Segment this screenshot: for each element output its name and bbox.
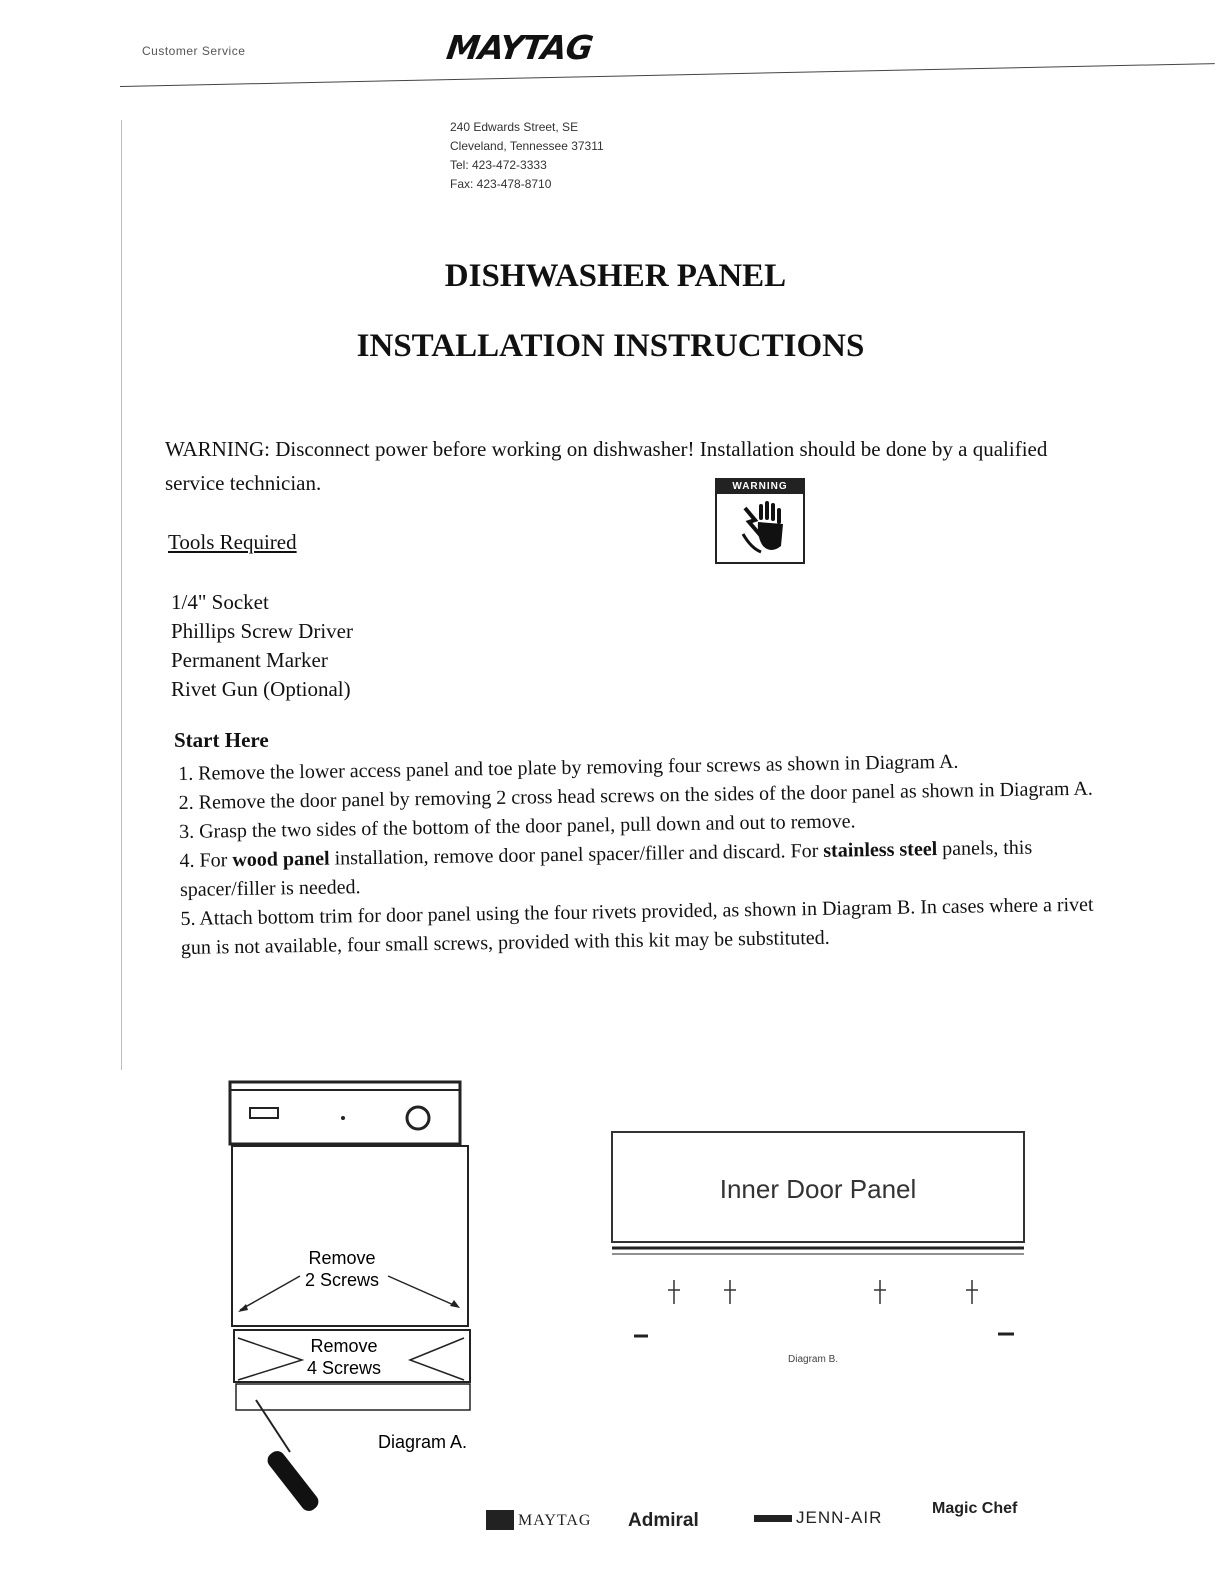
header-rule (120, 63, 1215, 87)
list-item: 5. Attach bottom trim for door panel using the four rivets provided, as shown in Diagram B. In cases where a rivet gun is not available, four small screws, provided with this kit may be substituted. (180, 893, 1094, 959)
remove-4-screws-label: Remove (310, 1336, 378, 1356)
diagram-a-caption: Diagram A. (378, 1432, 468, 1452)
diagram-a (228, 1076, 478, 1526)
inner-door-panel-label: Inner Door Panel (719, 1174, 917, 1204)
list-item: Phillips Screw Driver (171, 619, 353, 643)
control-panel (230, 1082, 460, 1144)
screwdriver-handle-icon (264, 1448, 321, 1514)
brand-jenn-air: JENN-AIR (796, 1508, 883, 1527)
warning-symbol (715, 478, 805, 564)
remove-2-screws-label: Remove (308, 1248, 376, 1268)
arrow-left (240, 1276, 300, 1310)
rivet-set (668, 1280, 978, 1304)
display-icon (250, 1108, 278, 1118)
address-block (450, 118, 604, 194)
diagram-b (608, 1128, 1032, 1368)
list-item: 1/4" Socket (171, 590, 269, 614)
brand-magic-chef: Magic Chef (932, 1500, 1018, 1517)
electric-shock-hand-icon (731, 498, 793, 560)
address-city: Cleveland, Tennessee 37311 (450, 139, 604, 153)
list-item: 1. Remove the lower access panel and toe plate by removing four screws as shown in Diagram A. (178, 750, 959, 785)
indicator-icon (341, 1116, 345, 1120)
door-panel (232, 1146, 468, 1326)
address-fax: Fax: 423-478-8710 (450, 177, 552, 191)
tools-list (171, 588, 353, 704)
emphasis-text: wood panel (232, 847, 330, 872)
address-tel: Tel: 423-472-3333 (450, 158, 547, 172)
start-heading: Start Here (174, 728, 269, 752)
arrow-right (388, 1276, 456, 1306)
emphasis-text: stainless steel (823, 838, 938, 862)
maytag-mark-icon (486, 1510, 514, 1530)
maytag-logo: MAYTAG (444, 28, 595, 67)
knob-icon (407, 1107, 429, 1129)
remove-2-screws-label-count: 2 Screws (304, 1270, 380, 1290)
brand-maytag: MAYTAG (518, 1512, 592, 1529)
department-label: Customer Service (142, 44, 246, 58)
diagram-b-caption: Diagram B. (788, 1354, 839, 1365)
tools-heading: Tools Required (168, 530, 297, 554)
steps-list (178, 746, 1103, 963)
document-subtitle: INSTALLATION INSTRUCTIONS (356, 328, 865, 364)
list-item: Permanent Marker (171, 648, 328, 672)
list-item: 4. For wood panel installation, remove door panel spacer/filler and discard. For stainless steel panels, this spacer/filler is needed. (179, 836, 1033, 901)
address-street: 240 Edwards Street, SE (450, 120, 579, 134)
screwdriver-shaft (256, 1400, 290, 1452)
brand-admiral: Admiral (628, 1510, 699, 1531)
document-title: DISHWASHER PANEL (444, 258, 787, 294)
jenn-air-mark-icon (754, 1515, 792, 1522)
list-item: 3. Grasp the two sides of the bottom of the door panel, pull down and out to remove. (178, 810, 856, 843)
access-panel (236, 1384, 470, 1410)
footer-brands (486, 1496, 1066, 1546)
list-item: Rivet Gun (Optional) (171, 677, 351, 701)
warning-text: WARNING: Disconnect power before working on dishwasher! Installation should be done by a qualified service technician. (165, 437, 1048, 495)
remove-4-screws-label-count: 4 Screws (306, 1358, 382, 1378)
warning-badge: WARNING (717, 480, 803, 494)
list-item: 2. Remove the door panel by removing 2 cross head screws on the sides of the door panel as shown in Diagram A. (178, 777, 1093, 814)
